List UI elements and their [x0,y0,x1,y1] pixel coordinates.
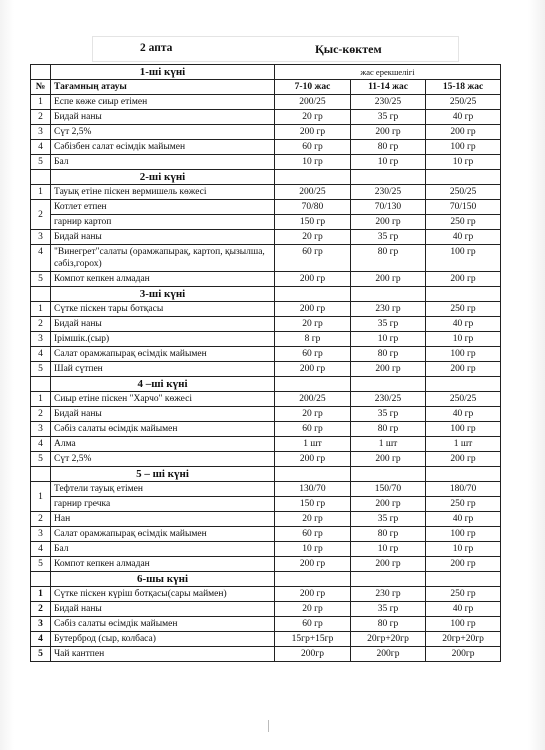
portion-value: 200 гр [351,215,426,230]
item-number: 1 [31,185,51,200]
portion-value: 100 гр [426,245,501,272]
portion-value: 200 гр [275,362,351,377]
menu-item-row [31,230,501,245]
menu-item-row [31,632,501,647]
portion-value: 20 гр [275,230,351,245]
portion-value: 200 гр [275,302,351,317]
day-header-row [31,377,501,392]
portion-value: 10 гр [275,155,351,170]
portion-value: 10 гр [351,542,426,557]
menu-item-row [31,422,501,437]
item-number: 3 [31,617,51,632]
dish-name: Нан [51,512,275,527]
portion-value: 20 гр [275,110,351,125]
menu-item-row [31,407,501,422]
dish-name: Котлет етпен [51,200,275,215]
dish-name: Бидай наны [51,110,275,125]
portion-value: 200/25 [275,185,351,200]
dish-name: Сәбіз салаты өсімдік майымен [51,422,275,437]
menu-item-row [31,617,501,632]
empty-cell [351,377,426,392]
portion-value: 230/25 [351,392,426,407]
column-name-header: Тағамның атауы [51,80,275,95]
portion-value: 200 гр [426,125,501,140]
empty-cell [426,467,501,482]
portion-value: 8 гр [275,332,351,347]
item-number: 5 [31,557,51,572]
portion-value: 200 гр [275,587,351,602]
dish-name: Алма [51,437,275,452]
empty-cell [426,572,501,587]
portion-value: 230 гр [351,587,426,602]
item-number: 1 [31,302,51,317]
portion-value: 10 гр [351,155,426,170]
dish-name: Шай сүтпен [51,362,275,377]
item-number: 2 [31,110,51,125]
season-label: Қыс-көктем [315,42,382,56]
day-title: 6-шы күні [51,572,275,587]
portion-value: 200 гр [275,272,351,287]
portion-value: 40 гр [426,512,501,527]
empty-cell [275,467,351,482]
menu-item-row [31,347,501,362]
portion-value: 80 гр [351,527,426,542]
menu-item-row [31,587,501,602]
empty-cell [275,170,351,185]
portion-value: 20гр+20гр [426,632,501,647]
portion-value: 200 гр [351,272,426,287]
portion-value: 15гр+15гр [275,632,351,647]
dish-name: Чай кантпен [51,647,275,662]
item-number: 5 [31,452,51,467]
portion-value: 130/70 [275,482,351,497]
menu-item-row [31,200,501,215]
item-number: 1 [31,392,51,407]
dish-name: Компот кепкен алмадан [51,557,275,572]
empty-cell [31,467,51,482]
day-title: 2-ші күні [51,170,275,185]
portion-value: 200гр [426,647,501,662]
portion-value: 10 гр [426,542,501,557]
day-title: 1-ші күні [51,65,275,80]
portion-value: 10 гр [426,155,501,170]
dish-name: Сүтке піскен тары ботқасы [51,302,275,317]
portion-value: 250/25 [426,185,501,200]
item-number: 2 [31,200,51,230]
empty-cell [275,377,351,392]
dish-name: Ірімшік.(сыр) [51,332,275,347]
portion-value: 80 гр [351,140,426,155]
portion-value: 70/150 [426,200,501,215]
age-group-header: 11-14 жас [351,80,426,95]
portion-value: 250 гр [426,497,501,512]
dish-name: Бидай наны [51,317,275,332]
item-number: 3 [31,422,51,437]
portion-value: 180/70 [426,482,501,497]
menu-table [30,64,501,662]
dish-name: Еспе көже сиыр етімен [51,95,275,110]
portion-value: 40 гр [426,317,501,332]
portion-value: 200 гр [351,125,426,140]
portion-value: 200гр [351,647,426,662]
item-number: 2 [31,317,51,332]
menu-item-row [31,125,501,140]
menu-item-row [31,497,501,512]
dish-name: Бутерброд (сыр, колбаса) [51,632,275,647]
portion-value: 250 гр [426,302,501,317]
empty-cell [31,65,51,80]
menu-item-row [31,557,501,572]
menu-item-row [31,392,501,407]
portion-value: 100 гр [426,422,501,437]
empty-cell [31,572,51,587]
menu-item-row [31,482,501,497]
portion-value: 60 гр [275,617,351,632]
menu-item-row [31,140,501,155]
dish-name: Бидай наны [51,602,275,617]
page-mark [268,720,269,732]
item-number: 4 [31,437,51,452]
dish-name: Компот кепкен алмадан [51,272,275,287]
portion-value: 10 гр [351,332,426,347]
portion-value: 100 гр [426,617,501,632]
portion-value: 35 гр [351,512,426,527]
empty-cell [31,377,51,392]
portion-value: 200 гр [426,557,501,572]
item-number: 3 [31,332,51,347]
portion-value: 1 шт [426,437,501,452]
portion-value: 200 гр [426,362,501,377]
portion-value: 80 гр [351,347,426,362]
portion-value: 20 гр [275,512,351,527]
dish-name: Бидай наны [51,407,275,422]
item-number: 3 [31,527,51,542]
menu-item-row [31,110,501,125]
day-header-row [31,572,501,587]
dish-name: Салат орамжапырақ өсімдік майымен [51,347,275,362]
portion-value: 80 гр [351,422,426,437]
item-number: 5 [31,155,51,170]
item-number: 1 [31,587,51,602]
portion-value: 200 гр [275,125,351,140]
portion-value: 35 гр [351,407,426,422]
day-header-row [31,170,501,185]
portion-value: 60 гр [275,140,351,155]
portion-value: 10 гр [275,542,351,557]
item-number: 1 [31,95,51,110]
portion-value: 200 гр [275,452,351,467]
portion-value: 100 гр [426,527,501,542]
dish-name: Бал [51,155,275,170]
age-caption: жас ерекшелігі [275,65,501,80]
portion-value: 20 гр [275,407,351,422]
menu-item-row [31,302,501,317]
menu-item-row [31,527,501,542]
menu-item-row [31,452,501,467]
portion-value: 35 гр [351,317,426,332]
portion-value: 35 гр [351,110,426,125]
day-title: 3-ші күні [51,287,275,302]
day-header-row [31,287,501,302]
portion-value: 150 гр [275,215,351,230]
dish-name: Сәбізбен салат өсімдік майымен [51,140,275,155]
portion-value: 230 гр [351,302,426,317]
item-number: 5 [31,647,51,662]
menu-item-row [31,332,501,347]
portion-value: 230/25 [351,185,426,200]
portion-value: 80 гр [351,245,426,272]
portion-value: 40 гр [426,230,501,245]
item-number: 4 [31,140,51,155]
empty-cell [31,170,51,185]
portion-value: 20 гр [275,602,351,617]
menu-item-row [31,512,501,527]
portion-value: 10 гр [426,332,501,347]
portion-value: 70/130 [351,200,426,215]
empty-cell [275,572,351,587]
age-group-header: 7-10 жас [275,80,351,95]
menu-item-row [31,272,501,287]
portion-value: 60 гр [275,245,351,272]
dish-name: Сүт 2,5% [51,452,275,467]
dish-name: "Винегрет"салаты (орамжапырақ, картоп, қызылша, сәбіз,горох) [51,245,275,272]
empty-cell [31,287,51,302]
item-number: 2 [31,407,51,422]
item-number: 5 [31,362,51,377]
portion-value: 35 гр [351,230,426,245]
portion-value: 80 гр [351,617,426,632]
portion-value: 60 гр [275,347,351,362]
age-group-header: 15-18 жас [426,80,501,95]
portion-value: 150/70 [351,482,426,497]
day-title: 4 –ші күні [51,377,275,392]
empty-cell [426,287,501,302]
menu-item-row [31,647,501,662]
portion-value: 60 гр [275,422,351,437]
dish-name: Салат орамжапырақ өсімдік майымен [51,527,275,542]
portion-value: 200гр [275,647,351,662]
portion-value: 150 гр [275,497,351,512]
portion-value: 70/80 [275,200,351,215]
empty-cell [351,287,426,302]
portion-value: 20гр+20гр [351,632,426,647]
item-number: 4 [31,245,51,272]
menu-item-row [31,155,501,170]
day-header-row [31,467,501,482]
day-title: 5 – ші күні [51,467,275,482]
portion-value: 200/25 [275,392,351,407]
empty-cell [351,572,426,587]
portion-value: 200 гр [426,452,501,467]
empty-cell [351,467,426,482]
portion-value: 250 гр [426,215,501,230]
item-number: 1 [31,482,51,512]
empty-cell [275,287,351,302]
portion-value: 20 гр [275,317,351,332]
dish-name: Тауық етіне піскен вермишель көжесі [51,185,275,200]
portion-value: 230/25 [351,95,426,110]
portion-value: 1 шт [275,437,351,452]
item-number: 4 [31,542,51,557]
portion-value: 200 гр [351,452,426,467]
menu-item-row [31,602,501,617]
portion-value: 40 гр [426,602,501,617]
menu-item-row [31,245,501,272]
menu-item-row [31,317,501,332]
portion-value: 35 гр [351,602,426,617]
item-number: 5 [31,272,51,287]
portion-value: 40 гр [426,407,501,422]
item-number: 3 [31,230,51,245]
dish-name: Тефтели тауық етімен [51,482,275,497]
empty-cell [426,170,501,185]
item-number: 2 [31,602,51,617]
week-label: 2 апта [140,42,173,54]
menu-item-row [31,437,501,452]
empty-cell [351,170,426,185]
portion-value: 40 гр [426,110,501,125]
portion-value: 100 гр [426,347,501,362]
item-number: 4 [31,347,51,362]
portion-value: 200 гр [351,557,426,572]
portion-value: 1 шт [351,437,426,452]
menu-item-row [31,362,501,377]
portion-value: 200 гр [351,497,426,512]
portion-value: 250 гр [426,587,501,602]
menu-item-row [31,542,501,557]
dish-name: Бидай наны [51,230,275,245]
portion-value: 60 гр [275,527,351,542]
column-header-row [31,80,501,95]
dish-name: Сүтке піскен күріш ботқасы(сары маймен) [51,587,275,602]
portion-value: 200 гр [426,272,501,287]
column-number-header: № [31,80,51,95]
dish-name: гарнир картоп [51,215,275,230]
portion-value: 200/25 [275,95,351,110]
portion-value: 250/25 [426,95,501,110]
dish-name: Сүт 2,5% [51,125,275,140]
menu-item-row [31,95,501,110]
menu-table-body [31,65,501,662]
item-number: 2 [31,512,51,527]
day-header-row [31,65,501,80]
dish-name: Сәбіз салаты өсімдік майымен [51,617,275,632]
portion-value: 100 гр [426,140,501,155]
menu-item-row [31,185,501,200]
item-number: 3 [31,125,51,140]
dish-name: гарнир гречка [51,497,275,512]
empty-cell [426,377,501,392]
item-number: 4 [31,632,51,647]
portion-value: 200 гр [275,557,351,572]
portion-value: 200 гр [351,362,426,377]
menu-item-row [31,215,501,230]
dish-name: Бал [51,542,275,557]
portion-value: 250/25 [426,392,501,407]
dish-name: Сиыр етіне піскен "Харчо" көжесі [51,392,275,407]
